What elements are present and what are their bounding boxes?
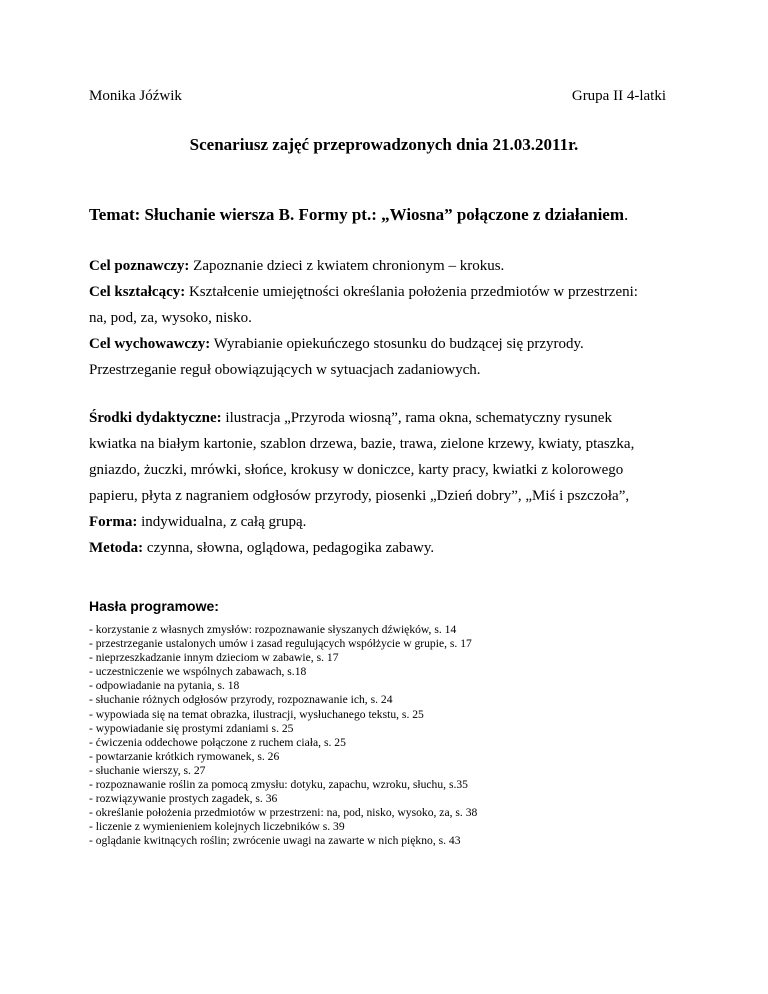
list-item: - odpowiadanie na pytania, s. 18	[89, 679, 240, 693]
cognitive-goal-label: Cel poznawczy:	[89, 258, 190, 274]
teaching-aids-line-4: papieru, płyta z nagraniem odgłosów przyrody, piosenki „Dzień dobry”, „Miś i pszczoła”,	[89, 488, 630, 504]
cognitive-goal-text: Zapoznanie dzieci z kwiatem chronionym – krokus.	[189, 258, 505, 274]
topic-line	[89, 204, 628, 226]
topic-period: .	[624, 205, 629, 224]
list-item: - przestrzeganie ustalonych umów i zasad regulujących współżycie w grupie, s. 17	[89, 637, 472, 651]
list-item: - określanie położenia przedmiotów w przestrzeni: na, pod, nisko, wysoko, za, s. 38	[89, 806, 478, 820]
lesson-method	[89, 535, 689, 561]
lesson-form	[89, 509, 689, 535]
teaching-aids	[89, 405, 689, 431]
cognitive-goal	[89, 253, 689, 279]
lesson-form-text: indywidualna, z całą grupą.	[137, 514, 307, 530]
upbringing-goal-continuation: Przestrzeganie reguł obowiązujących w sytuacjach zadaniowych.	[89, 362, 481, 378]
section-spacer	[89, 383, 689, 405]
teaching-aids-label: Środki dydaktyczne:	[89, 410, 222, 426]
educational-goal-text: Kształcenie umiejętności określania położenia przedmiotów w przestrzeni:	[185, 284, 638, 300]
author-name: Monika Jóźwik	[89, 88, 182, 104]
list-item: - nieprzeszkadzanie innym dzieciom w zabawie, s. 17	[89, 651, 339, 665]
teaching-aids-line-2: kwiatka na białym kartonie, szablon drzewa, bazie, trawa, zielone krzewy, kwiaty, ptaszka,	[89, 436, 635, 452]
educational-goal-continuation: na, pod, za, wysoko, nisko.	[89, 310, 252, 326]
list-item: - rozpoznawanie roślin za pomocą zmysłu: dotyku, zapachu, wzroku, słuchu, s.35	[89, 778, 468, 792]
upbringing-goal-label: Cel wychowawczy:	[89, 336, 211, 352]
educational-goal-label: Cel kształcący:	[89, 284, 186, 300]
list-item: - uczestniczenie we wspólnych zabawach, s.18	[89, 665, 307, 679]
program-section-title: Hasła programowe:	[89, 598, 219, 614]
list-item: - wypowiada się na temat obrazka, ilustracji, wysłuchanego tekstu, s. 25	[89, 707, 424, 721]
list-item: - wypowiadanie się prostymi zdaniami s. 25	[89, 721, 294, 735]
list-item: - ćwiczenia oddechowe połączone z ruchem ciała, s. 25	[89, 735, 346, 749]
list-item: - oglądanie kwitnących roślin; zwrócenie uwagi na zawarte w nich piękno, s. 43	[89, 834, 461, 848]
lesson-method-label: Metoda:	[89, 540, 144, 556]
upbringing-goal	[89, 331, 689, 357]
topic-text: Temat: Słuchanie wiersza B. Formy pt.: „Wiosna” połączone z działaniem	[89, 205, 625, 224]
lesson-details	[89, 253, 689, 561]
page-title: Scenariusz zajęć przeprowadzonych dnia 21.03.2011r.	[189, 135, 579, 154]
list-item: - powtarzanie krótkich rymowanek, s. 26	[89, 749, 280, 763]
list-item: - słuchanie różnych odgłosów przyrody, rozpoznawanie ich, s. 24	[89, 693, 393, 707]
lesson-method-text: czynna, słowna, oglądowa, pedagogika zabawy.	[143, 540, 435, 556]
list-item: - rozwiązywanie prostych zagadek, s. 36	[89, 792, 278, 806]
list-item: - słuchanie wierszy, s. 27	[89, 763, 206, 777]
upbringing-goal-text: Wyrabianie opiekuńczego stosunku do budzącej się przyrody.	[210, 336, 584, 352]
list-item: - korzystanie z własnych zmysłów: rozpoznawanie słyszanych dźwięków, s. 14	[89, 623, 457, 636]
list-item: - liczenie z wymienieniem kolejnych liczebników s. 39	[89, 820, 345, 834]
educational-goal	[89, 279, 689, 305]
lesson-form-label: Forma:	[89, 514, 138, 530]
teaching-aids-text: ilustracja „Przyroda wiosną”, rama okna, schematyczny rysunek	[221, 410, 612, 426]
teaching-aids-line-3: gniazdo, żuczki, mrówki, słońce, krokusy w doniczce, karty pracy, kwiatki z kolorowego	[89, 462, 624, 478]
program-list	[89, 623, 477, 849]
group-label: Grupa II 4-latki	[571, 88, 666, 104]
